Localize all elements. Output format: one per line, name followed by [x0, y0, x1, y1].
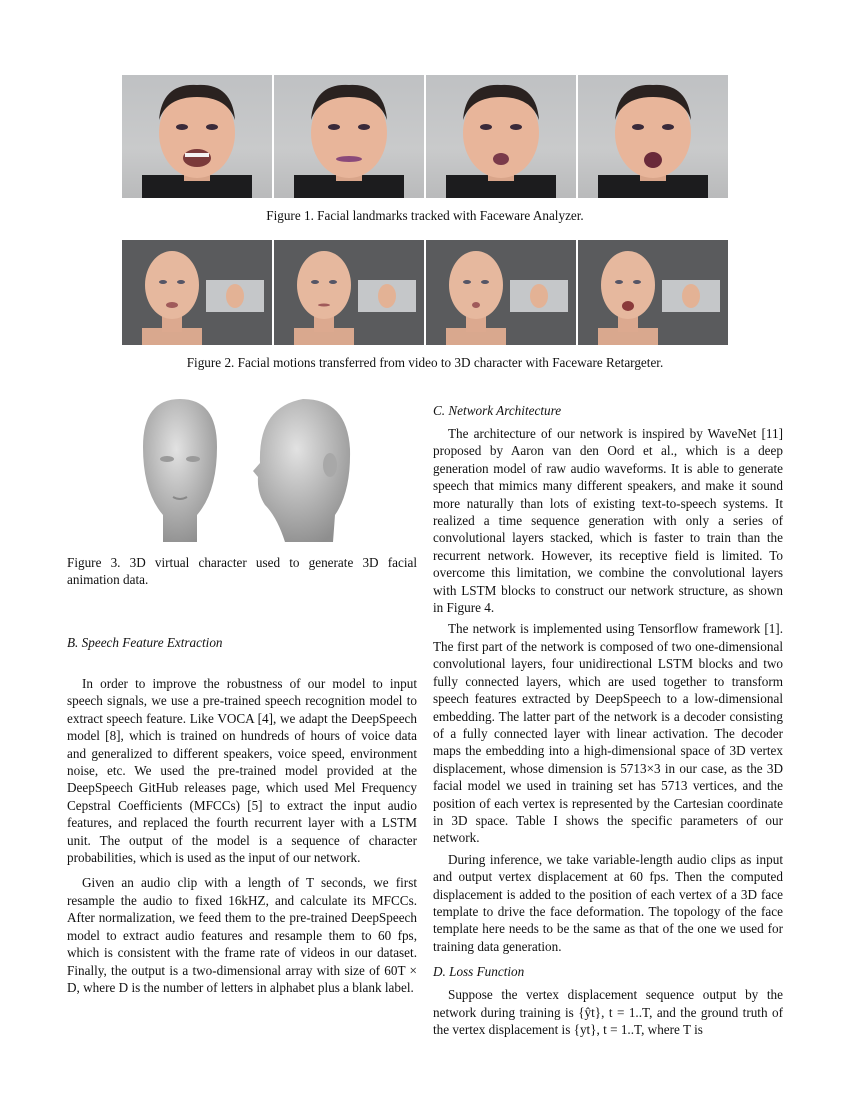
section-b-paragraph-1: In order to improve the robustness of our model to input speech signals, we use a pre-trained speech recognition model to extract speech feature. Like VOCA [4], we adapt the DeepSpeech model [8], which is trained on hundreds of hours of voice data and generalized to different speakers, voice speed, environment noise, etc. We used the pre-trained model provided at the DeepSpeech GitHub releases page, which used Mel Frequency Cepstral Coefficients (MFCCs) [5] to extract the input audio features, and replaced the fourth recurrent layer with a LSTM unit. The output of the model is a sequence of character probabilities, which is used as the input of our network. [67, 676, 417, 866]
figure3-heads [125, 397, 365, 547]
right-column [433, 402, 783, 1038]
section-b-heading: B. Speech Feature Extraction [67, 635, 223, 650]
section-b-paragraph-2: Given an audio clip with a length of T seconds, we first resample the audio to fixed 16kHZ, and calculate its MFCCs. After normalization, we feed them to the pre-trained DeepSpeech model to extract audio features and resample them to 60 fps, which is consistent with the frame rate of videos in our dataset. Finally, the output is a two-dimensional array with size of 60T × D, where D is the number of letters in alphabet plus a blank label. [67, 875, 417, 995]
section-d-paragraph-1: Suppose the vertex displacement sequence output by the network during training is {ŷt}, t = 1..T, and the ground truth of the vertex displacement is {yt}, t = 1..T, where T is [433, 987, 783, 1037]
figure1-frame-1 [122, 75, 272, 198]
character-render-4 [578, 240, 728, 345]
figure1-frame-4 [578, 75, 728, 198]
figure2-strip [122, 240, 728, 345]
figure2-caption: Figure 2. Facial motions transferred from video to 3D character with Faceware Retargeter. [186, 355, 664, 370]
face-photo-1 [122, 75, 272, 198]
character-render-3 [426, 240, 576, 345]
face-photo-4 [578, 75, 728, 198]
figure1-strip [122, 75, 728, 198]
character-render-2 [274, 240, 424, 345]
figure1-frame-3 [426, 75, 576, 198]
left-column [67, 634, 417, 996]
character-render-1 [122, 240, 272, 345]
section-c-paragraph-1: The architecture of our network is inspired by WaveNet [11] proposed by Aaron van den Oord et al., which is a deep generation model of raw audio waveforms. It is able to generate speech that mimics many different speakers, and make it sound more naturally than lots of existing text-to-speech systems. It realized a time sequence generation with only a series of convolutional layers stacked, which is faster to train than the recurrent network. However, its receptive field is limited. To overcome this limitation, we combine the convolutional layers with LSTM blocks to construct our network structure, as shown in Figure 4. [433, 426, 783, 616]
face-photo-3 [426, 75, 576, 198]
face-photo-2 [274, 75, 424, 198]
section-c-heading: C. Network Architecture [433, 403, 562, 418]
figure1-frame-2 [274, 75, 424, 198]
section-c-paragraph-3: During inference, we take variable-length audio clips as input and output vertex displacement at 60 fps. Then the computed displacement is added to the position of each vertex of a 3D face template to drive the face deformation. The topology of the face template here needs to be the same as that of the one we used for training data generation. [433, 851, 783, 954]
figure2-frame-1 [122, 240, 272, 345]
section-c-paragraph-2: The network is implemented using Tensorflow framework [1]. The first part of the network is composed of two one-dimensional convolutional layers, four unidirectional LSTM blocks and two fully connected layers, which are used together to transform speech features extracted by DeepSpeech to a low-dimensional embedding. The latter part of the network is a decoder consisting of a fully connected layer with linear activation. The decoder maps the embedding into a high-dimensional space of 3D vertex displacement, whose dimension is 5713×3 in our case, as the 3D facial model we used in training set has 5713 vertices, and the position of each vertex is represented by the Cartesian coordinate in 3D space. Table I shows the specific parameters of our network. [433, 621, 783, 846]
figure1-caption: Figure 1. Facial landmarks tracked with Faceware Analyzer. [266, 208, 584, 223]
figure2-frame-4 [578, 240, 728, 345]
figure3-caption: Figure 3. 3D virtual character used to generate 3D facial animation data. [67, 555, 417, 588]
figure2-frame-3 [426, 240, 576, 345]
section-d-heading: D. Loss Function [433, 964, 525, 980]
figure2-frame-2 [274, 240, 424, 345]
